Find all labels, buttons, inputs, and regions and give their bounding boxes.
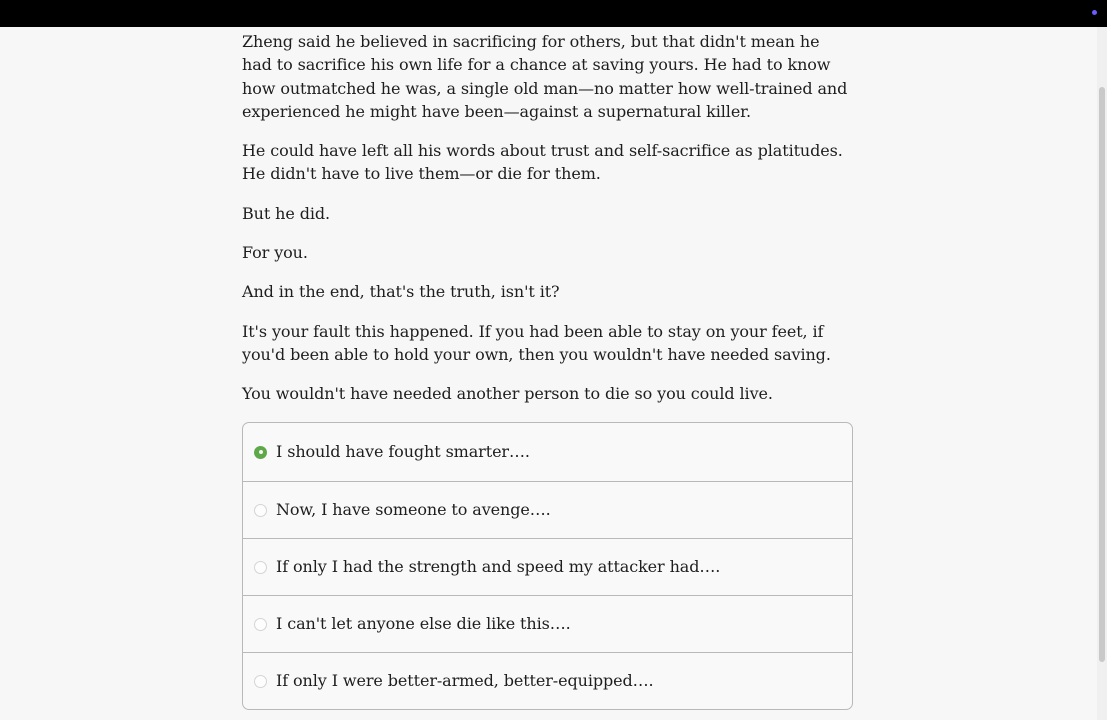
choice-label: Now, I have someone to avenge…. [276, 500, 551, 519]
passage-paragraph: It's your fault this happened. If you had been able to stay on your feet, if you'd been able to hold your own, then you wouldn't have needed saving. [242, 321, 831, 364]
choice-label: If only I had the strength and speed my attacker had…. [276, 557, 721, 576]
passage-paragraph: But he did. [242, 203, 331, 223]
choice-option[interactable] [243, 423, 852, 481]
passage-paragraph: You wouldn't have needed another person to die so you could live. [242, 384, 773, 404]
passage-paragraph: For you. [242, 243, 308, 263]
choice-label: I can't let anyone else die like this…. [276, 614, 571, 633]
passage-paragraph: And in the end, that's the truth, isn't it? [242, 282, 560, 302]
choice-option[interactable] [243, 481, 852, 538]
choice-option[interactable] [243, 538, 852, 595]
radio-selected-icon[interactable] [254, 446, 267, 459]
top-bar [0, 0, 1107, 27]
radio-icon[interactable] [254, 504, 267, 517]
choice-list [242, 422, 853, 710]
status-dot-icon [1092, 10, 1097, 15]
radio-icon[interactable] [254, 675, 267, 688]
passage-paragraph: Zheng said he believed in sacrificing for others, but that didn't mean he had to sacrifice his own life for a chance at saving yours. He had to know how outmatched he was, a single old man—no matter how well-trained and experienced he might have been—against a supernatural killer. [242, 32, 848, 121]
choice-option[interactable] [243, 595, 852, 652]
passage-paragraph: He could have left all his words about trust and self-sacrifice as platitudes. He didn't have to live them—or die for them. [242, 141, 843, 184]
radio-icon[interactable] [254, 618, 267, 631]
radio-icon[interactable] [254, 561, 267, 574]
choice-option[interactable] [243, 652, 852, 709]
story-passage [242, 30, 854, 422]
scrollbar-thumb[interactable] [1099, 87, 1105, 662]
choice-label: I should have fought smarter…. [276, 442, 530, 461]
choice-label: If only I were better-armed, better-equipped…. [276, 671, 654, 690]
